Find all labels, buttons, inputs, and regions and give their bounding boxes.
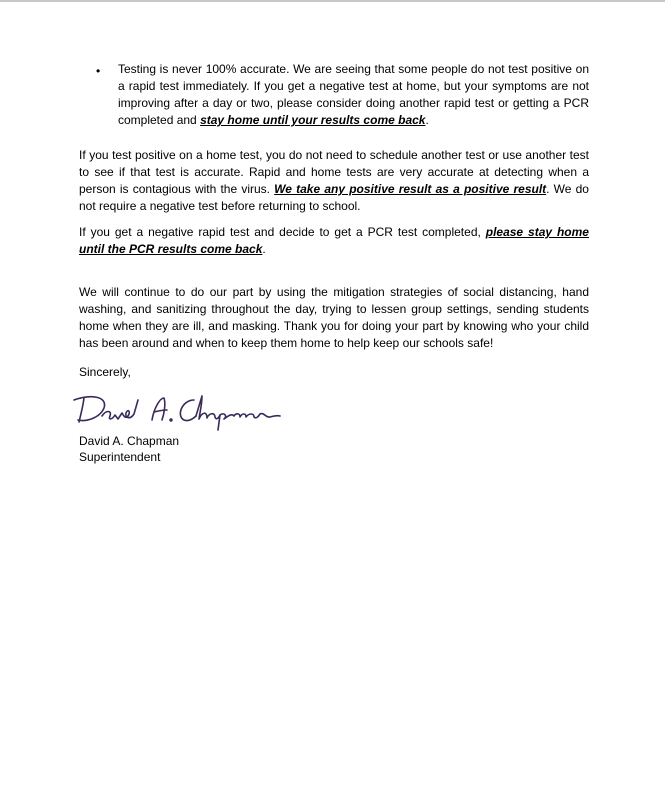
mitigation-paragraph: We will continue to do our part by using the mitigation strategies of social distancing, hand washing, and sanitizing throughout the day, trying to lessen group settings, sending students home when they are ill, and masking. Thank you for doing your part by knowing who your child has been around and when to keep them home to help keep our schools safe! (79, 285, 589, 350)
signature-image (68, 386, 283, 434)
positive-test-paragraph (79, 147, 589, 215)
p2-emphasis: please stay home until the PCR results come back (79, 225, 589, 256)
bullet-text-start: Testing is never 100% accurate. We are seeing that some people do not test positive on a rapid test immediately. If you get a negative test at home, but your symptoms are not improving after a day or two, please consider doing another rapid test or getting a PCR completed and (118, 62, 589, 127)
bullet-text-end: . (425, 113, 429, 127)
signer-name: David A. Chapman (79, 434, 180, 448)
bullet-paragraph (118, 61, 589, 129)
p1-text-end: . We do not require a negative test before returning to school. (79, 182, 589, 213)
bullet-emphasis: stay home until your results come back (200, 113, 426, 127)
p1-emphasis: We take any positive result as a positive result (274, 182, 547, 196)
p1-text-start: If you test positive on a home test, you do not need to schedule another test or use another test to see if that test is accurate. Rapid and home tests are very accurate at detecting when a person is contagious with the virus. (79, 148, 589, 196)
letter-page (0, 2, 665, 794)
bullet-marker: • (96, 64, 101, 78)
p2-text-end: . (262, 242, 266, 256)
p2-text-start: If you get a negative rapid test and decide to get a PCR test completed, (79, 225, 486, 239)
signer-title: Superintendent (79, 450, 161, 464)
closing-salutation: Sincerely, (79, 365, 131, 379)
pcr-test-paragraph (79, 224, 589, 258)
